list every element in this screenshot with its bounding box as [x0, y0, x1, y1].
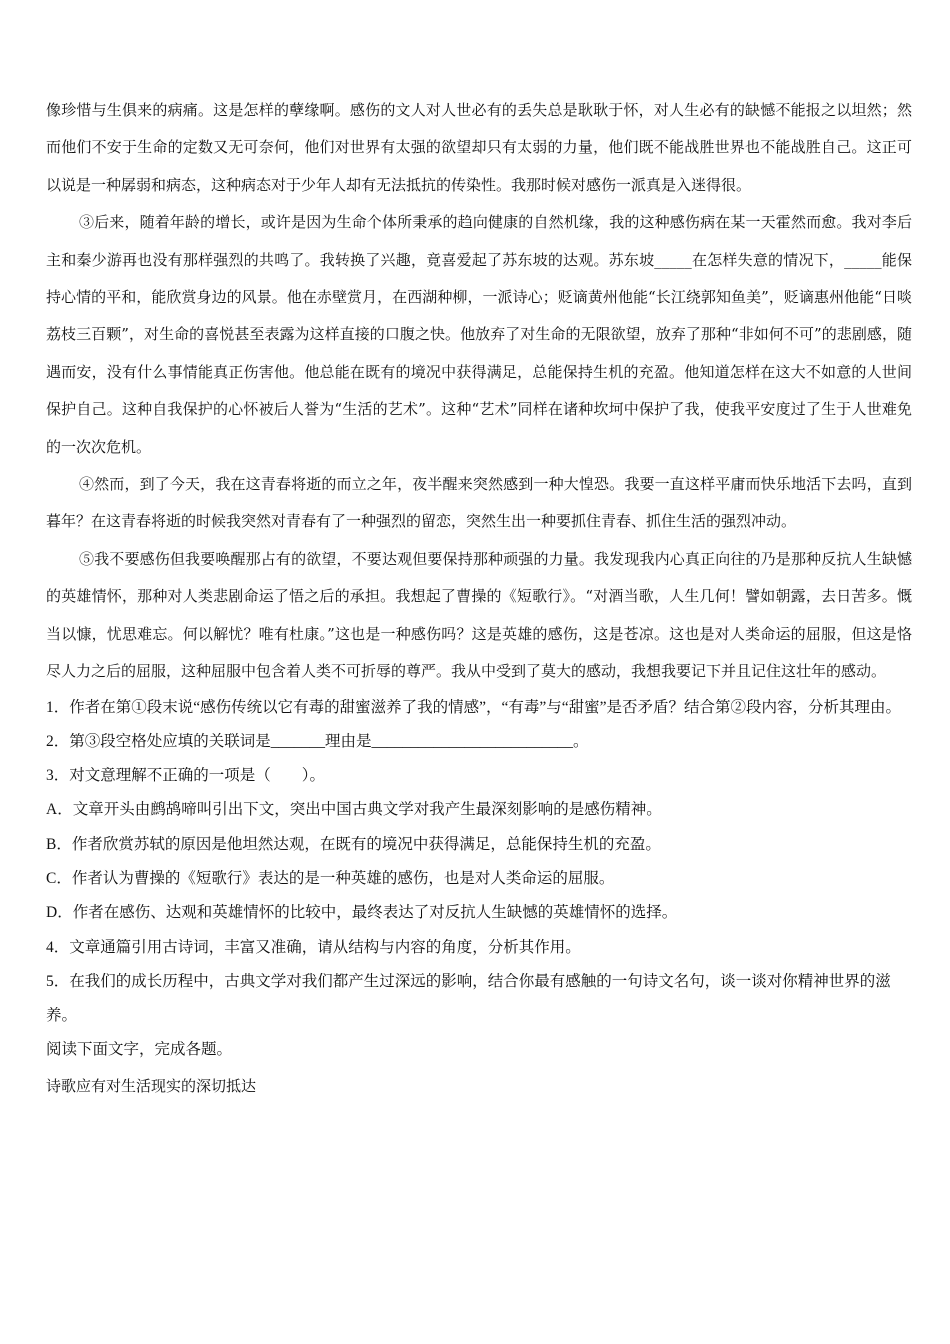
document-page: [46, 92, 912, 1105]
reading-instruction: 阅读下面文字，完成各题。: [46, 1041, 233, 1059]
passage-paragraph-3: ③后来，随着年龄的增长，或许是因为生命个体所秉承的趋向健康的自然机缘，我的这种感伤病在某一天霍然而愈。我对李后主和秦少游再也没有那样强烈的共鸣了。我转换了兴趣，竟喜爱起了苏东坡的达观。苏东坡_____在怎样失意的情况下，_____能保持心情的平和，能欣赏身边的风景。他在赤壁赏月，在西湖种柳，一派诗心；贬谪黄州他能“长江绕郭知鱼美”，贬谪惠州他能“日啖荔枝三百颗”，对生命的喜悦甚至表露为这样直接的口腹之快。他放弃了对生命的无限欲望，放弃了那种“非如何不可”的悲剧感，随遇而安，没有什么事情能真正伤害他。他总能在既有的境况中获得满足，总能保持生机的充盈。他知道怎样在这大不如意的人世间保护自己。这种自我保护的心怀被后人誉为“生活的艺术”。这种“艺术”同样在诸种坎坷中保护了我，使我平安度过了生于人世难免的一次次危机。: [46, 213, 912, 456]
question-1: 1．作者在第①段末说“感伤传统以它有毒的甜蜜滋养了我的情感”，“有毒”与“甜蜜”是否矛盾？结合第②段内容，分析其理由。: [46, 698, 902, 716]
question-4: 4．文章通篇引用古诗词，丰富又准确，请从结构与内容的角度，分析其作用。: [46, 938, 581, 956]
question-5: 5．在我们的成长历程中，古典文学对我们都产生过深远的影响，结合你最有感触的一句诗文名句，谈一谈对你精神世界的滋养。: [46, 972, 891, 1025]
question-3-option-b: B．作者欣赏苏轼的原因是他坦然达观，在既有的境况中获得满足，总能保持生机的充盈。: [46, 835, 661, 853]
question-2: 2．第③段空格处应填的关联词是_______理由是__________________________。: [46, 732, 589, 750]
passage-paragraph-4: ④然而，到了今天，我在这青春将逝的而立之年，夜半醒来突然感到一种大惶恐。我要一直这样平庸而快乐地活下去吗，直到暮年？在这青春将逝的时候我突然对青春有了一种强烈的留恋，突然生出一种要抓住青春、抓住生活的强烈冲动。: [46, 475, 912, 531]
question-3-option-d: D．作者在感伤、达观和英雄情怀的比较中，最终表达了对反抗人生缺憾的英雄情怀的选择。: [46, 904, 678, 922]
passage-paragraph-5: ⑤我不要感伤但我要唤醒那占有的欲望，不要达观但要保持那种顽强的力量。我发现我内心真正向往的乃是那种反抗人生缺憾的英雄情怀，那种对人类悲剧命运了悟之后的承担。我想起了曹操的《短歌行》。“对酒当歌，人生几何！譬如朝露，去日苦多。慨当以慷，忧思难忘。何以解忧？唯有杜康。”这也是一种感伤吗？这是英雄的感伤，这是苍凉。这也是对人类命运的屈服，但这是恪尽人力之后的屈服，这种屈服中包含着人类不可折辱的尊严。我从中受到了莫大的感动，我想我要记下并且记住这壮年的感动。: [46, 549, 912, 681]
question-3: 3．对文意理解不正确的一项是（ ）。: [46, 767, 326, 785]
question-3-option-c: C．作者认为曹操的《短歌行》表达的是一种英雄的感伤，也是对人类命运的屈服。: [46, 869, 615, 887]
article-title: 诗歌应有对生活现实的深切抵达: [46, 1076, 257, 1095]
passage-paragraph-2-continued: 像珍惜与生俱来的病痛。这是怎样的孽缘啊。感伤的文人对人世必有的丢失总是耿耿于怀，对人生必有的缺憾不能报之以坦然；然而他们不安于生命的定数又无可奈何，他们对世界有太强的欲望却只有太弱的力量，他们既不能战胜世界也不能战胜自己。这正可以说是一种孱弱和病态，这种病态对于少年人却有无法抵抗的传染性。我那时候对感伤一派真是入迷得很。: [46, 101, 912, 194]
question-3-option-a: A．文章开头由鹧鸪啼叫引出下文，突出中国古典文学对我产生最深刻影响的是感伤精神。: [46, 801, 662, 819]
